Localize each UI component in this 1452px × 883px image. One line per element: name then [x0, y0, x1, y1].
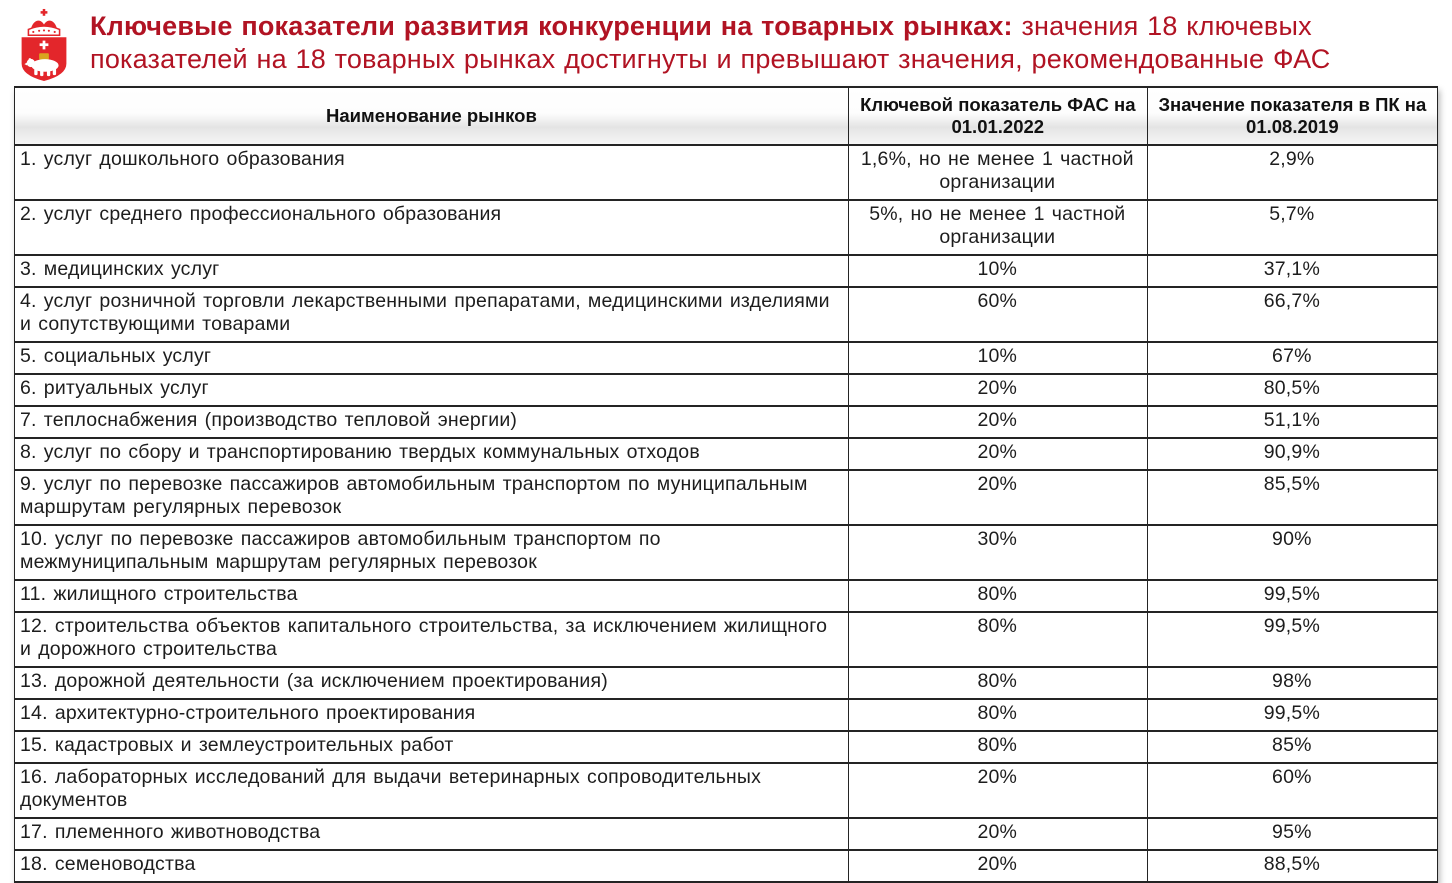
market-name-cell: 12. строительства объектов капитального строительства, за исключением жилищного и дорожного строительства [15, 612, 849, 667]
pk-value-cell: 37,1% [1147, 255, 1437, 287]
pk-value-cell: 95% [1147, 818, 1437, 850]
crown-cross-bar [41, 11, 48, 14]
crown-pearl [54, 31, 56, 33]
page-title [90, 6, 1440, 76]
table-row [15, 818, 1438, 850]
pk-value-cell: 90% [1147, 525, 1437, 580]
col-header-market-name: Наименование рынков [15, 87, 849, 145]
market-name-cell: 3. медицинских услуг [15, 255, 849, 287]
page-header [0, 0, 1452, 84]
pk-value-cell: 5,7% [1147, 200, 1437, 255]
table-body [15, 145, 1438, 882]
pk-value-cell: 85,5% [1147, 470, 1437, 525]
market-name-cell: 14. архитектурно-строительного проектирования [15, 699, 849, 731]
fas-indicator-cell: 20% [848, 374, 1147, 406]
table-row [15, 850, 1438, 882]
perm-coat-of-arms-icon [14, 8, 74, 82]
market-name-cell: 16. лабораторных исследований для выдачи ветеринарных сопроводительных документов [15, 763, 849, 818]
pk-value-cell: 99,5% [1147, 612, 1437, 667]
fas-indicator-cell: 30% [848, 525, 1147, 580]
table-row [15, 342, 1438, 374]
fas-indicator-cell: 20% [848, 850, 1147, 882]
title-rest: значения 18 ключевых показателей на 18 товарных рынках достигнуты и превышают значения, рекомендованные ФАС [90, 11, 1331, 75]
pk-value-cell: 51,1% [1147, 406, 1437, 438]
shield-cross-bar [40, 43, 49, 46]
pk-value-cell: 67% [1147, 342, 1437, 374]
crown-pearl [48, 30, 50, 32]
pk-value-cell: 99,5% [1147, 699, 1437, 731]
market-name-cell: 7. теплоснабжения (производство тепловой энергии) [15, 406, 849, 438]
fas-indicator-cell: 10% [848, 342, 1147, 374]
market-name-cell: 5. социальных услуг [15, 342, 849, 374]
indicators-table [14, 86, 1438, 883]
fas-indicator-cell: 80% [848, 580, 1147, 612]
title-emphasis: Ключевые показатели развития конкуренции на товарных рынках: [90, 11, 1013, 41]
market-name-cell: 1. услуг дошкольного образования [15, 145, 849, 200]
market-name-cell: 2. услуг среднего профессионального образования [15, 200, 849, 255]
table-row [15, 470, 1438, 525]
gospel-book [39, 53, 49, 59]
fas-indicator-cell: 80% [848, 612, 1147, 667]
table-row [15, 731, 1438, 763]
market-name-cell: 15. кадастровых и землеустроительных работ [15, 731, 849, 763]
pk-value-cell: 2,9% [1147, 145, 1437, 200]
market-name-cell: 4. услуг розничной торговли лекарственными препаратами, медицинскими изделиями и сопутствующими товарами [15, 287, 849, 342]
table-row [15, 438, 1438, 470]
crown-pearl [38, 30, 40, 32]
crown-pearl [43, 29, 45, 31]
fas-indicator-cell: 1,6%, но не менее 1 частной организации [848, 145, 1147, 200]
table-row [15, 406, 1438, 438]
table-row [15, 612, 1438, 667]
market-name-cell: 11. жилищного строительства [15, 580, 849, 612]
market-name-cell: 13. дорожной деятельности (за исключением проектирования) [15, 667, 849, 699]
pk-value-cell: 80,5% [1147, 374, 1437, 406]
col-header-fas-indicator: Ключевой показатель ФАС на 01.01.2022 [848, 87, 1147, 145]
fas-indicator-cell: 60% [848, 287, 1147, 342]
fas-indicator-cell: 80% [848, 731, 1147, 763]
pk-value-cell: 90,9% [1147, 438, 1437, 470]
market-name-cell: 8. услуг по сбору и транспортированию твердых коммунальных отходов [15, 438, 849, 470]
fas-indicator-cell: 10% [848, 255, 1147, 287]
pk-value-cell: 85% [1147, 731, 1437, 763]
fas-indicator-cell: 20% [848, 763, 1147, 818]
fas-indicator-cell: 20% [848, 470, 1147, 525]
table-row [15, 255, 1438, 287]
crown-pearl [32, 31, 34, 33]
col-header-pk-value: Значение показателя в ПК на 01.08.2019 [1147, 87, 1437, 145]
table-row [15, 200, 1438, 255]
fas-indicator-cell: 80% [848, 699, 1147, 731]
pk-value-cell: 99,5% [1147, 580, 1437, 612]
market-name-cell: 17. племенного животноводства [15, 818, 849, 850]
table-row [15, 667, 1438, 699]
fas-indicator-cell: 20% [848, 818, 1147, 850]
pk-value-cell: 66,7% [1147, 287, 1437, 342]
fas-indicator-cell: 5%, но не менее 1 частной организации [848, 200, 1147, 255]
pk-value-cell: 60% [1147, 763, 1437, 818]
pk-value-cell: 88,5% [1147, 850, 1437, 882]
fas-indicator-cell: 20% [848, 406, 1147, 438]
table-row [15, 699, 1438, 731]
market-name-cell: 10. услуг по перевозке пассажиров автомобильным транспортом по межмуниципальным маршрутам регулярных перевозок [15, 525, 849, 580]
market-name-cell: 6. ритуальных услуг [15, 374, 849, 406]
market-name-cell: 18. семеноводства [15, 850, 849, 882]
table-row [15, 287, 1438, 342]
fas-indicator-cell: 80% [848, 667, 1147, 699]
table-row [15, 145, 1438, 200]
table-row [15, 580, 1438, 612]
fas-indicator-cell: 20% [848, 438, 1147, 470]
table-row [15, 525, 1438, 580]
table-row [15, 374, 1438, 406]
table-row [15, 763, 1438, 818]
pk-value-cell: 98% [1147, 667, 1437, 699]
table-header-row [15, 87, 1438, 145]
market-name-cell: 9. услуг по перевозке пассажиров автомобильным транспортом по муниципальным маршрутам регулярных перевозок [15, 470, 849, 525]
